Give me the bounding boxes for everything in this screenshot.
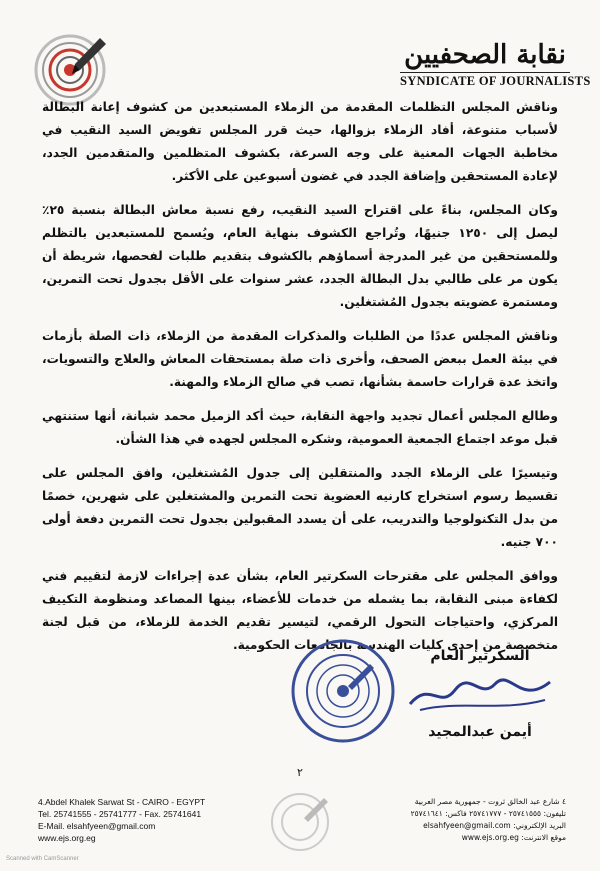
scan-watermark: Scanned with CamScanner [6, 856, 79, 862]
footer-tel: Tel. 25741555 - 25741777 - Fax. 25741641 [38, 809, 202, 819]
footer-english [38, 796, 205, 844]
signature-block [400, 648, 560, 740]
footer-email-ar: البريد الإلكتروني: elsahfyeen@gmail.com [423, 821, 566, 830]
masthead [400, 40, 591, 89]
paragraph: وكان المجلس، بناءً على اقتراح السيد النقيب، رفع نسبة معاش البطالة بنسبة ٢٥٪ ليصل إلى ١٢٥٠ جنيهًا، وتُراجع الكشوف بنهاية العام، ويُسمح للمستبعدين بالتظلم وللمستحقين من غير المدرجة أسماؤهم بالكشوف بتقديم طلبات لفحصها، شريطة أن يكون مر على طالبي بدل البطالة الجدد، عشر سنوات على الأقل بجدول تحت التمرين، ومستمرة عضويته بجدول المُشتغلين. [42, 203, 558, 309]
official-seal-icon [288, 636, 398, 746]
footer-address: 4.Abdel Khalek Sarwat St - CAIRO - EGYPT [38, 797, 206, 807]
footer-email: E-Mail. elsahfyeen@gmail.com [38, 821, 156, 831]
paragraph: وتيسيرًا على الزملاء الجدد والمنتقلين إلى جدول المُشتغلين، وافق المجلس على تقسيط رسوم استخراج كارنيه العضوية تحت التمرين والمشتغلين على شهرين، خصمًا من بدل التكنولوجيا والتدريب، على أن يسدد المقبولين بجدول تحت التمرين دفعة أولى ٧٠٠ جنيه. [42, 466, 558, 549]
signatory-name: أيمن عبدالمجيد [428, 724, 532, 740]
page-number: ٢ [297, 766, 303, 779]
footer-web: www.ejs.org.eg [38, 833, 96, 843]
footer-web-ar: موقع الانترنت: www.ejs.org.eg [461, 833, 566, 842]
masthead-arabic: نقابة الصحفيين [404, 40, 566, 70]
footer-address-ar: ٤ شارع عبد الخالق ثروت - جمهورية مصر العربية [414, 797, 566, 806]
paragraph: وطالع المجلس أعمال تجديد واجهة النقابة، حيث أكد الزميل محمد شبانة، أنها ستنتهي قبل موعد اجتماع الجمعية العمومية، وشكره المجلس لجهده في هذا الشأن. [42, 409, 558, 446]
masthead-english: SYNDICATE OF JOURNALISTS [400, 74, 591, 88]
footer-emblem-icon [258, 786, 342, 856]
footer-tel-ar: تليفون: ٢٥٧٤١٥٥٥ - ٢٥٧٤١٧٧٧ فاكس: ٢٥٧٤١٦٤١ [410, 809, 566, 818]
paragraph: وناقش المجلس التظلمات المقدمة من الزملاء المستبعدين من كشوف إعانة البطالة لأسباب متنوعة، أفاد الزملاء بزوالها، حيث قرر المجلس تفويض السيد النقيب في مخاطبة الجهات المعنية على وجه السرعة، بكشوف المتظلمين والمتقدمين الجدد، لإعادة المستحقين وإضافة الجدد في غضون أسبوعين على الأكثر. [42, 100, 558, 183]
letter-body [42, 96, 558, 668]
footer-arabic [411, 796, 566, 844]
handwritten-signature-icon [400, 670, 560, 716]
signatory-title: السكرتير العام [430, 648, 530, 664]
paragraph: ووافق المجلس على مقترحات السكرتير العام، بشأن عدة إجراءات لازمة لتقييم فني لكفاءة مبنى النقابة، بما يشمله من خدمات للأعضاء، بينها المصاعد ومنظومة التكييف المركزي، واحتياجات التحول الرقمي، لتيسير تقديم الخدمة للزملاء، من قبل لجنة متخصصة من إحدى كليات الهندسة بالجامعات الحكومية. [42, 569, 558, 652]
paragraph: وناقش المجلس عددًا من الطلبات والمذكرات المقدمة من الزملاء، ذات الصلة بأزمات في بيئة العمل ببعض الصحف، وأخرى ذات صلة بمستحقات المعاش والعلاج والتسويات، واتخذ عدة قرارات حاسمة بشأنها، تصب في صالح الزملاء والمهنة. [42, 329, 558, 389]
